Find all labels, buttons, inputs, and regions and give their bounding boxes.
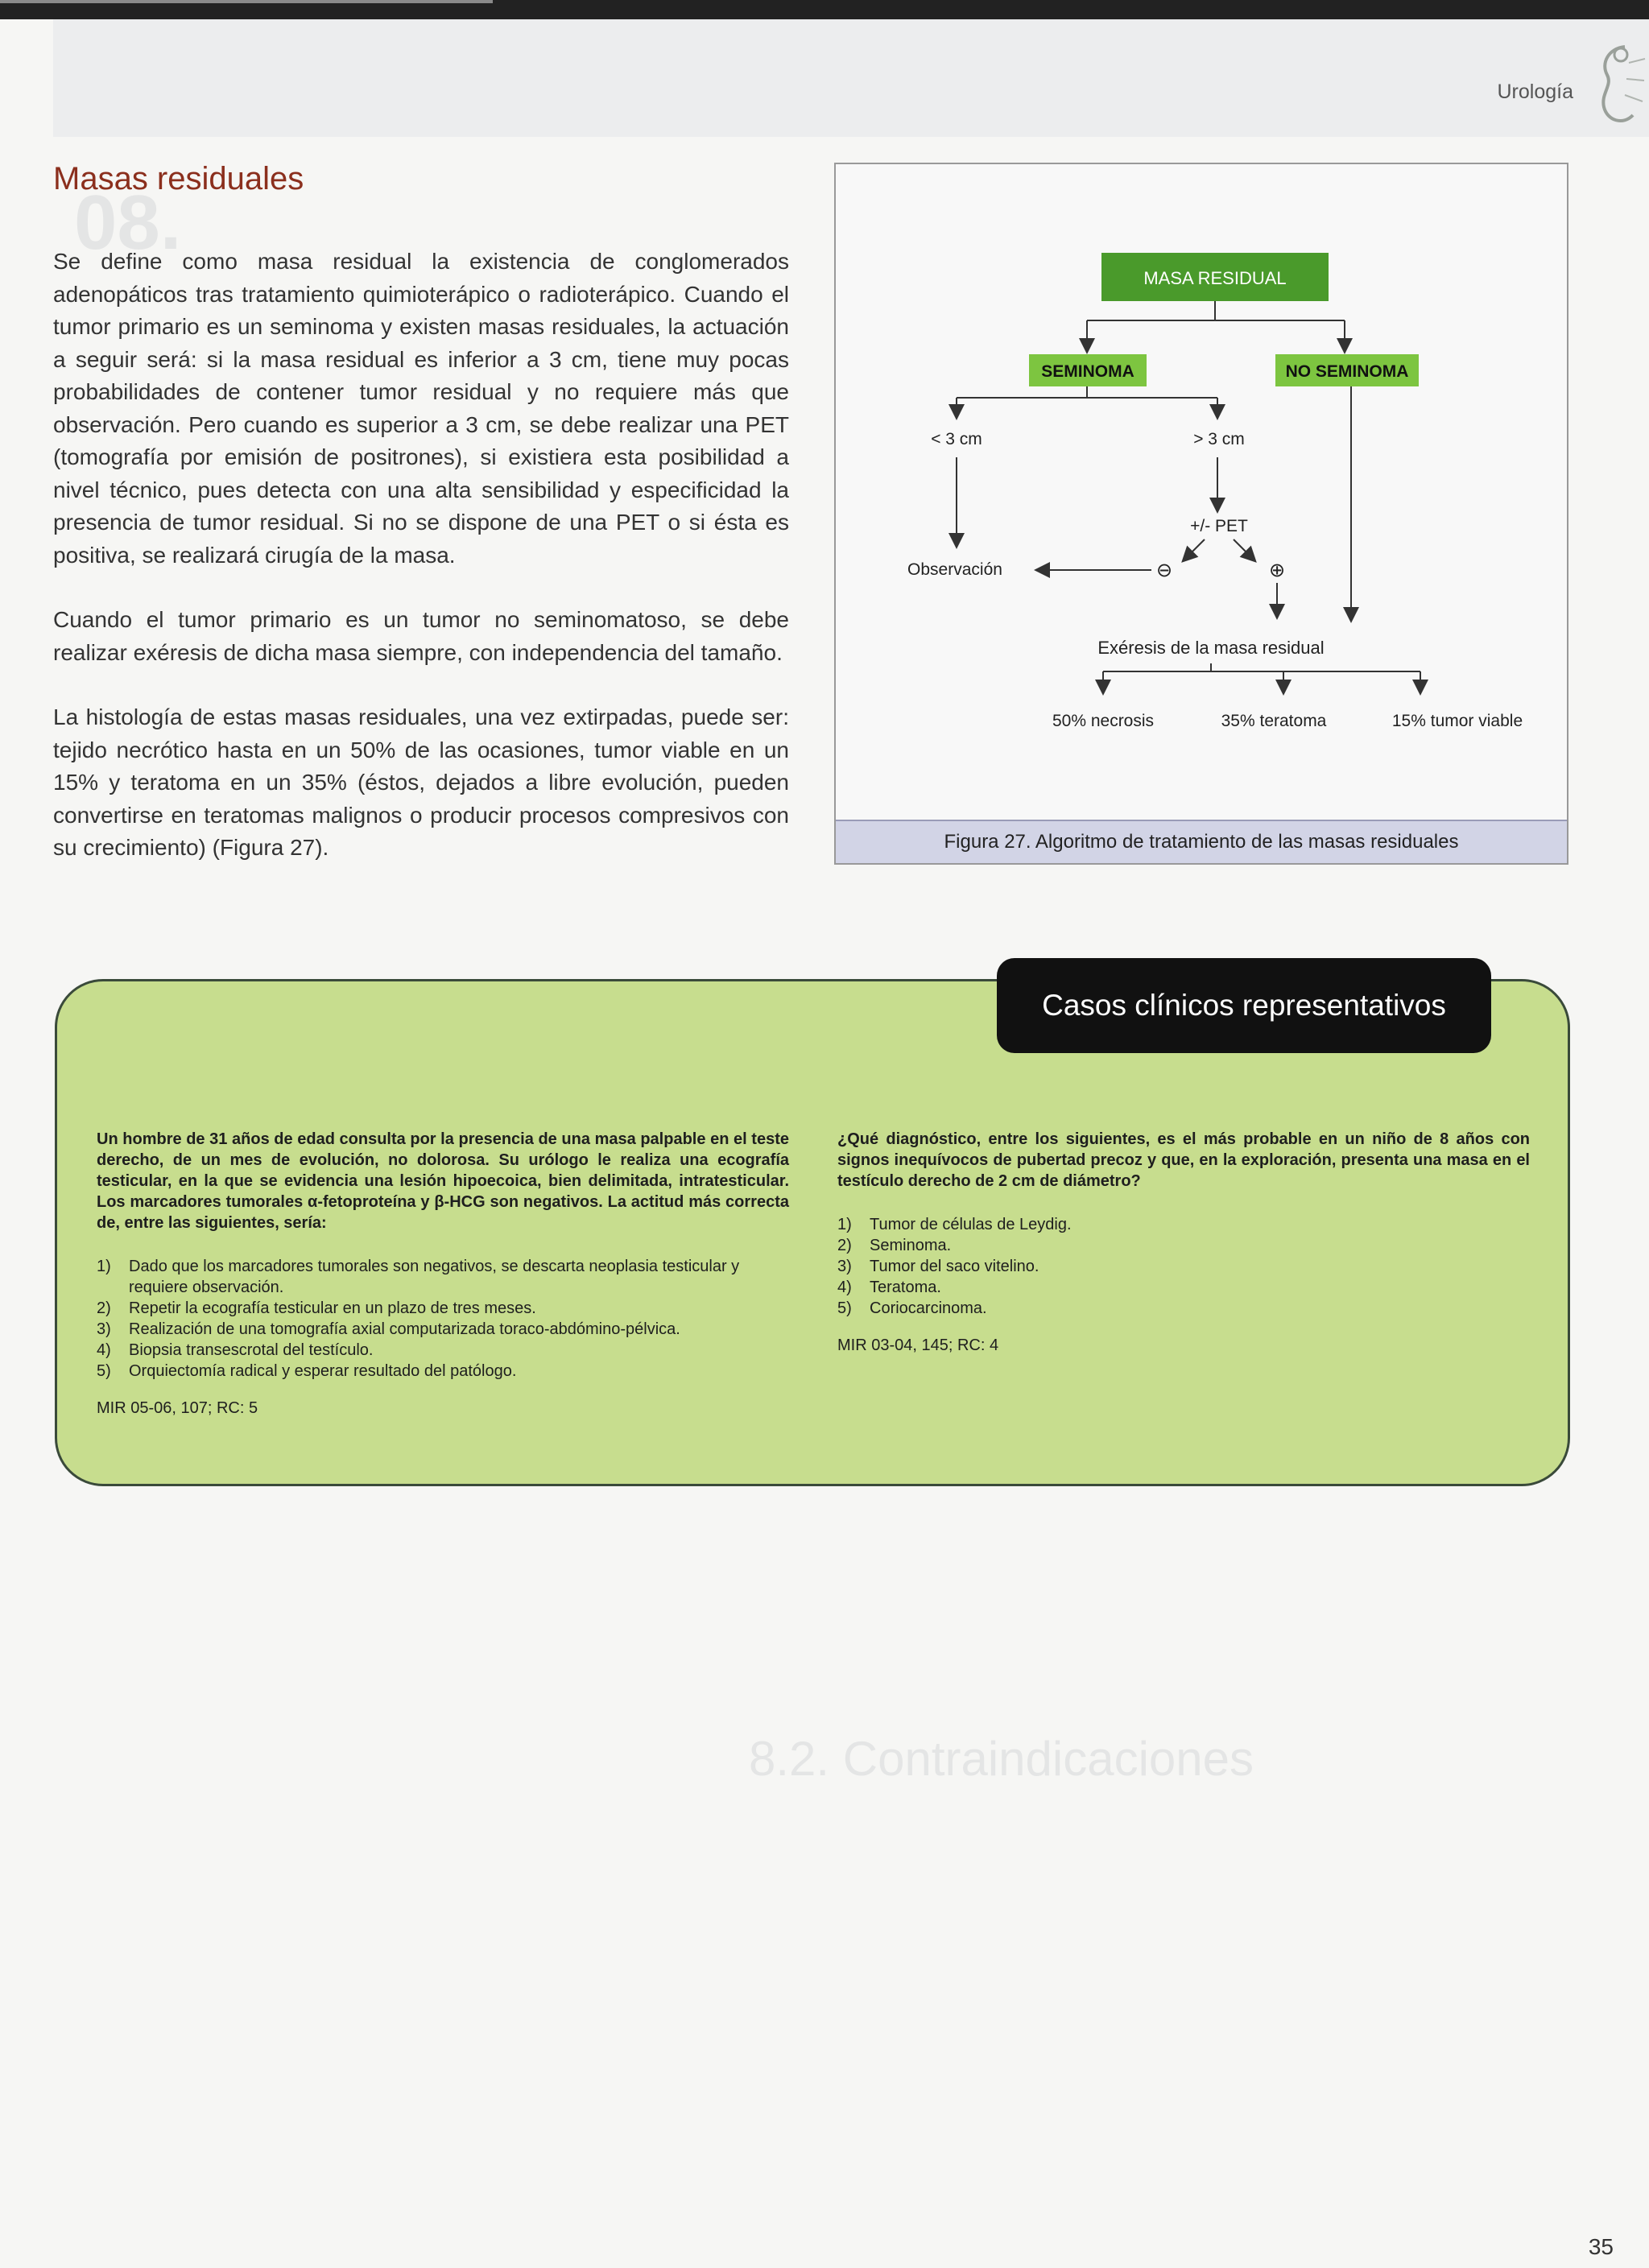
node-masa-residual-label: MASA RESIDUAL [1143,268,1287,288]
case-right-option: 1) Tumor de células de Leydig. [837,1216,1072,1233]
bleed-through-heading: 8.2. Contraindicaciones [749,1732,1254,1786]
case-left-option: 5) Orquiectomía radical y esperar resultado del patólogo. [97,1362,517,1380]
case-right-reference: MIR 03-04, 145; RC: 4 [837,1336,999,1354]
case-left-reference: MIR 05-06, 107; RC: 5 [97,1399,258,1417]
section-label: Urología [1497,81,1573,103]
case-right-option: 4) Teratoma. [837,1279,941,1296]
node-lt3: < 3 cm [931,430,982,448]
flowchart [836,164,1570,823]
case-left-option: 1) Dado que los marcadores tumorales son negativos, se descarta neoplasia testicular y requiere observación. [97,1258,740,1296]
figure-27 [834,163,1568,865]
case-left-option: 4) Biopsia transescrotal del testículo. [97,1341,374,1359]
node-no-seminoma-label: NO SEMINOMA [1285,362,1409,381]
node-teratoma: 35% teratoma [1221,712,1327,730]
main-text-column [53,161,789,897]
node-seminoma-label: SEMINOMA [1041,362,1134,381]
node-pet: +/- PET [1190,517,1248,535]
node-positive: ⊕ [1268,559,1286,581]
paragraph-2: Cuando el tumor primario es un tumor no seminomatoso, se debe realizar exéresis de dicha masa siempre, con independencia del tamaño. [53,607,789,665]
paragraph-3: La histología de estas masas residuales, una vez extirpadas, puede ser: tejido necrótico hasta en un 50% de las ocasiones, tumor viable en un 15% y teratoma en un 35% (éstos, dejados a libre evolución, pueden convertirse en teratomas malignos o producir procesos compresivos con su crecimiento) (Figura 27). [53,704,789,860]
case-left-options [97,1256,789,1382]
clinical-case-left [97,1129,789,1418]
bleed-through-number: 08. [74,180,182,266]
node-tumor-viable: 15% tumor viable [1391,712,1523,730]
node-gt3: > 3 cm [1193,430,1245,448]
case-right-options [837,1214,1530,1319]
top-bar-accent [0,0,493,3]
case-left-option: 3) Realización de una tomografía axial computarizada toraco-abdómino-pélvica. [97,1320,680,1338]
case-left-question: Un hombre de 31 años de edad consulta por la presencia de una masa palpable en el teste derecho, de un mes de evolución, no dolorosa. Su urólogo le realiza una ecografía testicular, en la que se evidencia una lesión hipoecoica, bien delimitada, intratesticular. Los marcadores tumorales α-fetoproteína y β-HCG son negativos. La actitud más correcta de, entre las siguientes, sería: [97,1130,789,1232]
case-right-question: ¿Qué diagnóstico, entre los siguientes, es el más probable en un niño de 8 años con signos inequívocos de pubertad precoz y que, en la exploración, presenta una masa en el testículo derecho de 2 cm de diámetro? [837,1130,1530,1190]
top-bar [0,0,1649,19]
node-necrosis: 50% necrosis [1052,712,1155,730]
header-band [53,19,1649,137]
clinical-case-right [837,1129,1530,1355]
clinical-cases-title: Casos clínicos representativos [997,958,1491,1053]
case-right-option: 5) Coriocarcinoma. [837,1299,987,1317]
figure-caption: Figura 27. Algoritmo de tratamiento de las masas residuales [836,820,1567,863]
case-right-option: 2) Seminoma. [837,1237,952,1254]
case-right-option: 3) Tumor del saco vitelino. [837,1258,1039,1275]
section-title: Masas residuales [53,161,304,196]
node-negative: ⊖ [1155,559,1173,581]
seahorse-logo-icon [1577,31,1649,151]
node-exeresis: Exéresis de la masa residual [1097,638,1325,658]
paragraph-1: Se define como masa residual la existencia de conglomerados adenopáticos tras tratamiento quimioterápico o radioterápico. Cuando el tumor primario es un seminoma y existen masas residuales, la actuación a seguir será: si la masa residual es inferior a 3 cm, tiene muy pocas probabilidades de contener tumor residual y no requiere más que observación. Pero cuando es superior a 3 cm, se debe realizar una PET (tomografía por emisión de positrones), si existiera esta posibilidad a nivel técnico, pues detecta con una alta sensibilidad y especificidad la presencia de tumor residual. Si no se dispone de una PET o si ésta es positiva, se realizará cirugía de la masa. [53,249,789,568]
node-observacion: Observación [907,560,1002,579]
page-number: 35 [1588,2234,1614,2259]
case-left-option: 2) Repetir la ecografía testicular en un plazo de tres meses. [97,1299,536,1317]
